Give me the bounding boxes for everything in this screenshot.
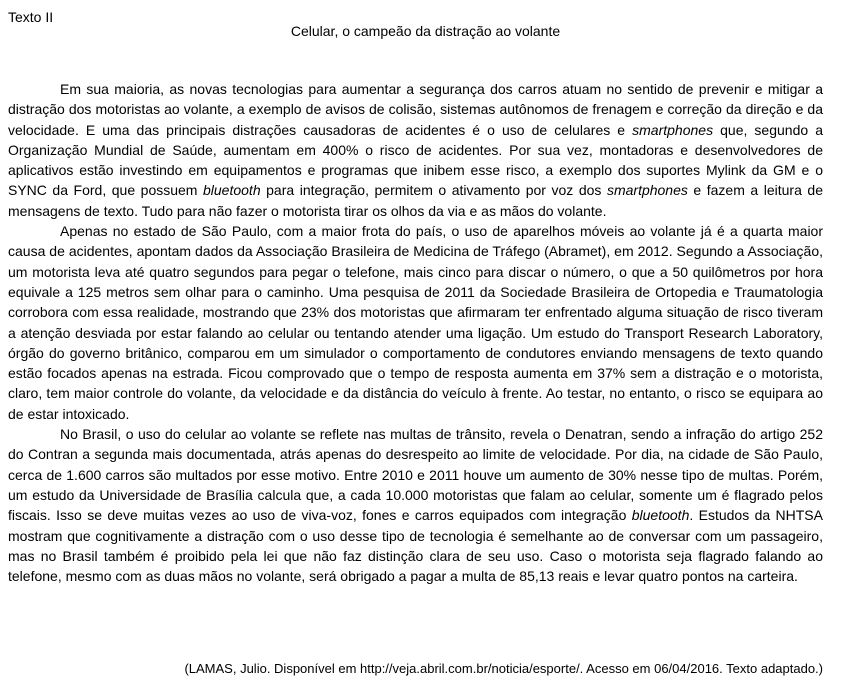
- text-run: Apenas no estado de São Paulo, com a maior frota do país, o uso de aparelhos móveis ao volante já é a quarta maior causa de acidentes, apontam dados da Associação Brasileira de Medicina de Tráfego (Abramet), em 2012. Segundo a Associação, um motorista leva até quatro segundos para pegar o telefone, mais cinco para discar o número, o que a 50 quilômetros por hora equivale a 125 metros sem olhar para o caminho. Uma pesquisa de 2011 da Sociedade Brasileira de Ortopedia e Traumatologia corrobora com essa realidade, mostrando que 23% dos motoristas que afirmaram ter enfrentado alguma situação de risco tiveram a atenção desviada por estar falando ao celular ou tentando atender uma ligação. Um estudo do Transport Research Laboratory, órgão do governo britânico, comparou em um simulador o comportamento de condutores enviando mensagens de texto quando estão focados apenas na estrada. Ficou comprovado que o tempo de resposta aumenta em 37% sem a distração e o motorista, claro, tem maior controle do volante, da velocidade e da distância do veículo à frente. Ao testar, no entanto, o risco se equipara ao de estar intoxicado.: [8, 223, 823, 422]
- text-run: No Brasil, o uso do celular ao volante se reflete nas multas de trânsito, revela o Denatran, sendo a infração do artigo 252 do Contran a segunda mais documentada, atrás apenas do desrespeito ao limite de velocidade. Por dia, na cidade de São Paulo, cerca de 1.600 carros são multados por esse motivo. Entre 2010 e 2011 houve um aumento de 30% nesse tipo de multas. Porém, um estudo da Universidade de Brasília calcula que, a cada 10.000 motoristas que falam ao celular, somente um é flagrado pelos fiscais. Isso se deve muitas vezes ao uso de viva-voz, fones e carros equipados com integração: [8, 426, 823, 524]
- paragraph-3: [8, 424, 823, 586]
- italic-term: bluetooth: [203, 182, 261, 199]
- article-body: [8, 79, 823, 586]
- paragraph-2: [8, 221, 823, 424]
- text-label: Texto II: [8, 9, 54, 25]
- text-run: . Estudos da NHTSA mostram que cognitivamente a distração com o uso desse tipo de tecnologia é semelhante ao de conversar com um passageiro, mas no Brasil também é proibido pela lei que não faz distinção clara de seu uso. Caso o motorista seja flagrado falando ao telefone, mesmo com as duas mãos no volante, será obrigado a pagar a multa de 85,13 reais e levar quatro pontos na carteira.: [8, 507, 823, 585]
- text-run: Em sua maioria, as novas tecnologias para aumentar a segurança dos carros atuam no sentido de prevenir e mitigar a distração dos motoristas ao volante, a exemplo de avisos de colisão, sistemas autônomos de frenagem e correção da direção e da velocidade. E uma das principais distrações causadoras de acidentes é o uso de celulares e: [8, 81, 823, 138]
- italic-term: bluetooth: [631, 507, 690, 524]
- paragraph-1: [8, 79, 823, 221]
- text-run: e fazem a leitura de mensagens de texto. Tudo para não fazer o motorista tirar os olhos da via e as mãos do volante.: [8, 182, 823, 219]
- text-run: que, segundo a Organização Mundial de Saúde, aumentam em 400% o risco de acidentes. Por sua vez, montadoras e desenvolvedores de aplicativos estão investindo em equipamentos e programas que inibem esse risco, a exemplo dos suportes Mylink da GM e o SYNC da Ford, que possuem: [8, 121, 823, 199]
- text-run: para integração, permitem o ativamento por voz dos: [260, 182, 607, 199]
- italic-term: smartphones: [632, 121, 714, 138]
- article-title: Celular, o campeão da distração ao volante: [290, 23, 561, 39]
- italic-term: smartphones: [606, 182, 688, 199]
- citation: (LAMAS, Julio. Disponível em http://veja.abril.com.br/noticia/esporte/. Acesso em 06/04/2016. Texto adaptado.): [184, 661, 823, 676]
